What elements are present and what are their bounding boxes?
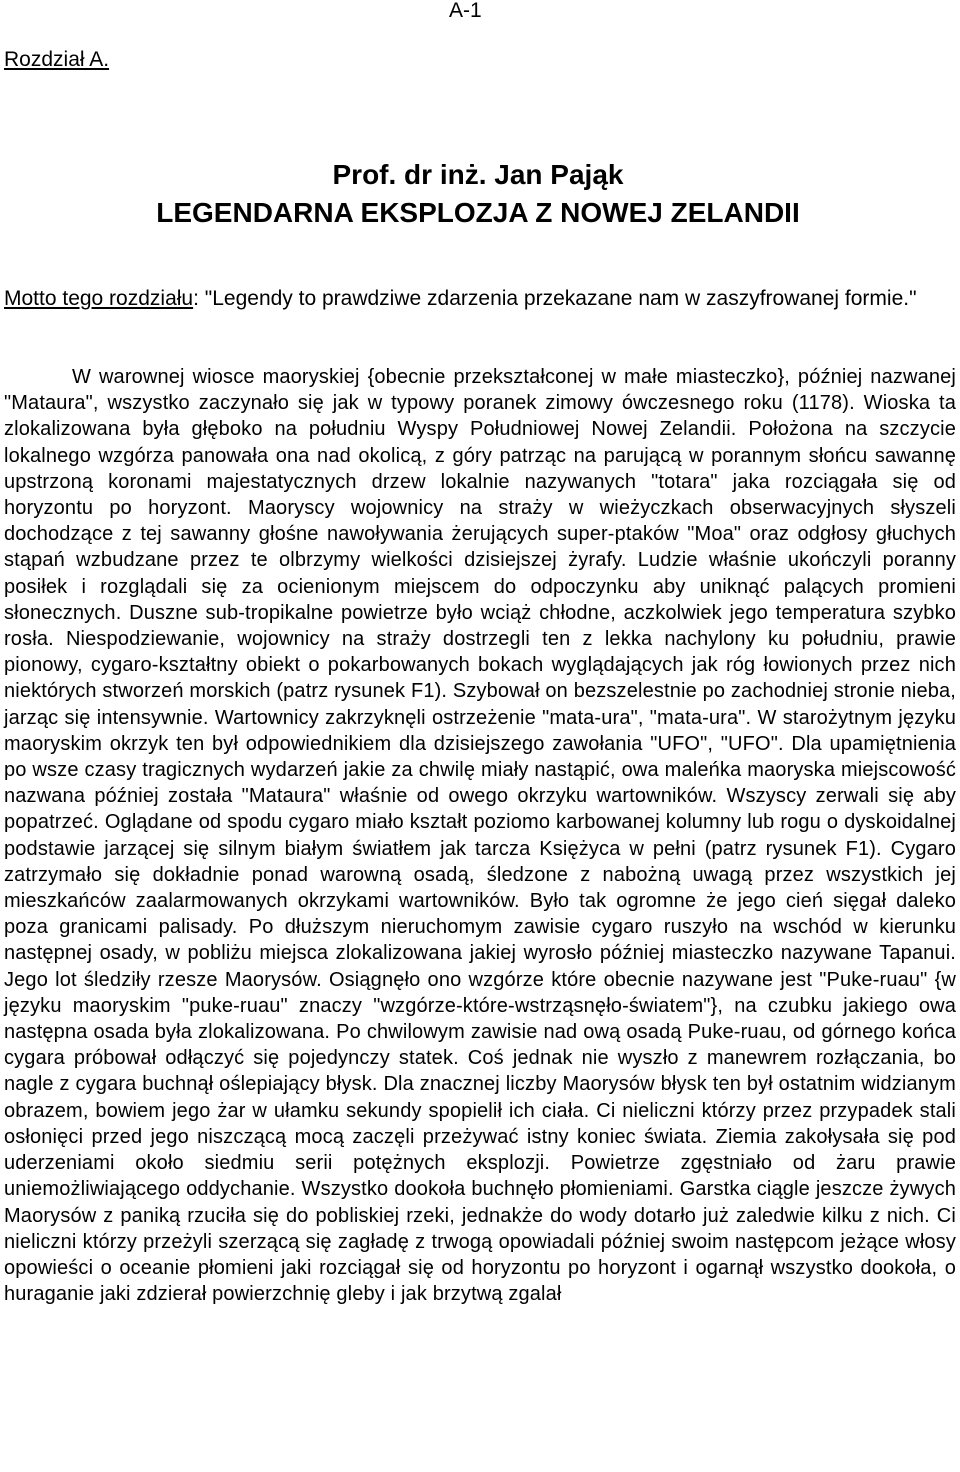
author-name: Prof. dr inż. Jan Pająk bbox=[332, 159, 624, 190]
motto-text: : "Legendy to prawdziwe zdarzenia przekazane nam w zaszyfrowanej formie." bbox=[193, 287, 917, 310]
chapter-label: Rozdział A. bbox=[4, 48, 110, 71]
title-block bbox=[0, 156, 960, 232]
chapter-title: LEGENDARNA EKSPLOZJA Z NOWEJ ZELANDII bbox=[156, 197, 800, 228]
page-number: A-1 bbox=[449, 0, 482, 22]
body-paragraph: W warownej wiosce maoryskiej {obecnie przekształconej w małe miasteczko}, później nazwanej "Mataura", wszystko zaczynało się jak w typowy poranek zimowy ówczesnego roku (1178). Wioska ta zlokalizowana była głęboko na południu Wyspy Południowej Nowej Zelandii. Położona na szczycie lokalnego wzgórza panowała ona nad okolicą, z góry patrząc na parującą w porannym słońcu sawannę upstrzoną koronami majestatycznych drzew lokalnie nazywanych "totara" jaka rozciągała się od horyzontu po horyzont. Maoryscy wojownicy na straży w wieżyczkach obserwacyjnych słyszeli dochodzące z tej sawanny głośne nawoływania żerujących super-ptaków "Moa" oraz odgłosy głuchych stąpań wzbudzane przez te olbrzymy wielkości dzisiejszej żyrafy. Ludzie właśnie ukończyli poranny posiłek i rozglądali się za ocienionym miejscem do odpoczynku aby uniknąć palących promieni słonecznych. Duszne sub-tropikalne powietrze było wciąż chłodne, aczkolwiek jego temperatura szybko rosła. Niespodziewanie, wojownicy na straży dostrzegli ten z lekka nachylony ku południu, prawie pionowy, cygaro-kształtny obiekt o pokarbowanych bokach wyglądających jak róg łowionych przez nich niektórych stworzeń morskich (patrz rysunek F1). Szybował on bezszelestnie po zachodniej stronie nieba, jarząc się intensywnie. Wartownicy zakrzyknęli ostrzeżenie "mata-ura", "mata-ura". W starożytnym języku maoryskim okrzyk ten był odpowiednikiem dla dzisiejszego zawołania "UFO", "UFO". Dla upamiętnienia po wsze czasy tragicznych wydarzeń jakie za chwilę miały nastąpić, owa maleńka maoryska miejscowość nazwana później została "Mataura" właśnie od owego okrzyku wartowników. Wszyscy zerwali się aby popatrzeć. Oglądane od spodu cygaro miało kształt poziomo karbowanej kolumny lub rogu o dyskoidalnej podstawie jarzącej się silnym białym światłem jak tarcza Księżyca w pełni (patrz rysunek F1). Cygaro zatrzymało się dokładnie ponad warowną osadą, śledzone z nabożną uwagą przez wszystkich jej mieszkańców zaalarmowanych okrzykami wartowników. Było tak ogromne że jego cień sięgał daleko poza granicami palisady. Po dłuższym nieruchomym zawisie cygaro ruszyło na wschód w kierunku następnej osady, w pobliżu miejsca zlokalizowana jakiej wyrosło później miasteczko nazywane Tapanui. Jego lot śledziły rzesze Maorysów. Osiągnęło ono wzgórze które obecnie nazywane jest "Puke-ruau" {w języku maoryskim "puke-ruau" znaczy "wzgórze-które-wstrząsnęło-światem"}, na czubku jakiego owa następna osada była zlokalizowana. Po chwilowym zawisie nad ową osadą Puke-ruau, od górnego końca cygara próbował odłączyć się pojedynczy statek. Coś jednak nie wyszło z manewrem rozłączania, bo nagle z cygara buchnął oślepiający błysk. Dla znacznej liczby Maorysów błysk ten był ostatnim widzianym obrazem, bowiem jego żar w ułamku sekundy spopielił ich ciała. Ci nieliczni którzy przez przypadek stali osłonięci przed jego niszczącą mocą zaczęli przeżywać istny koniec świata. Ziemia zakołysała się pod uderzeniami około siedmiu serii potężnych eksplozji. Powietrze zgęstniało od żaru prawie uniemożliwiającego oddychanie. Wszystko dookoła buchnęło płomieniami. Garstka ciągle jeszcze żywych Maorysów z paniką rzuciła się do pobliskiej rzeki, jednakże do wody dotarło już zaledwie kilku z nich. Ci nieliczni którzy przeżyli szerzącą się zagładę z trwogą opowiadali później swoim następcom jeżące włosy opowieści o oceanie płomieni jaki rozciągał się od horyzontu po horyzont i ogarnął wszystko dookoła, o huraganie jaki zdzierał powierzchnię gleby i jak brzytwą zgalał bbox=[4, 366, 956, 1306]
motto bbox=[4, 286, 956, 312]
motto-label: Motto tego rozdziału bbox=[4, 287, 194, 310]
